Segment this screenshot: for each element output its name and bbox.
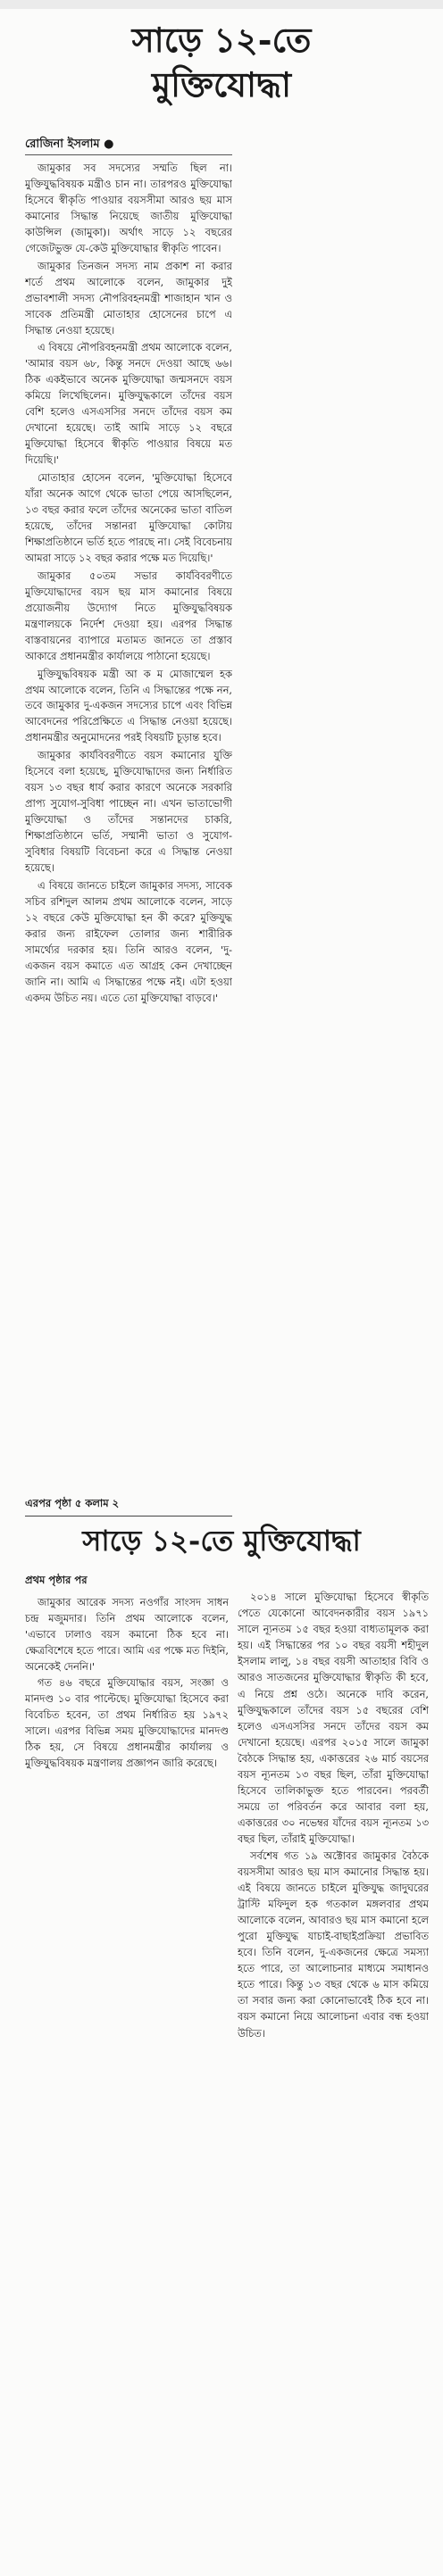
byline-divider bbox=[25, 154, 232, 155]
paragraph: জামুকার আরেক সদস্য নওগাঁর সাংসদ সাধন চন্দ্র মজুমদার। তিনি প্রথম আলোকে বলেন, 'এভাবে ঢালাও বয়স কমানো ঠিক হবে না। ক্ষেত্রবিশেষে হতে পারে। আমি এর পক্ষে মত দিইনি, অনেকেই দেননি।' bbox=[25, 1596, 229, 1673]
headline-line-1: সাড়ে ১২-তে bbox=[131, 20, 312, 60]
front-page-column bbox=[25, 161, 232, 1491]
paragraph: এ বিষয়ে নৌপরিবহনমন্ত্রী প্রথম আলোকে বলেন, 'আমার বয়স ৬৮, কিন্তু সনদে দেওয়া আছে ৬৬। ঠিক একইভাবে অনেক মুক্তিযোদ্ধা জন্মসনদে বয়স কমিয়ে লিখেছিলেন। মুক্তিযুদ্ধকালে তাঁদের বয়স বেশি হলেও এসএসসির সনদে তাঁদের বয়স কম দেখানো হয়েছে। তাই আমি সাড়ে ১২ বছরে মুক্তিযোদ্ধা হিসেবে স্বীকৃতি পাওয়ার বিষয়ে মত দিয়েছি।' bbox=[25, 341, 232, 467]
scan-edge bbox=[0, 0, 443, 9]
main-headline bbox=[0, 9, 443, 107]
paragraph: মুক্তিযুদ্ধবিষয়ক মন্ত্রী আ ক ম মোজাম্মেল হক প্রথম আলোকে বলেন, তিনি এ সিদ্ধান্তের পক্ষে নন, তবে জামুকার দু-একজন সদস্যের চাপে এবং বিভিন্ন আবেদনের পরিপ্রেক্ষিতে এ সিদ্ধান্ত নেওয়া হয়েছে। প্রধানমন্ত্রীর অনুমোদনের পরই বিষয়টি চূড়ান্ত হবে। bbox=[25, 667, 232, 744]
paragraph: এ বিষয়ে জানতে চাইলে জামুকার সদস্য, সাবেক সচিব রশিদুল আলম প্রথম আলোকে বলেন, সাড়ে ১২ বছরে কেউ মুক্তিযোদ্ধা হন কী করে? মুক্তিযুদ্ধ করার জন্য রাইফেল তোলার জন্য শারীরিক সামর্থ্যের দরকার হয়। তিনি আরও বলেন, 'দু-একজন বয়স কমাতে এত আগ্রহ কেন দেখাচ্ছেন জানি না। আমি এ সিদ্ধান্তের পক্ষে নই। এটা হওয়া একদম উচিত নয়। এতে তো মুক্তিযোদ্ধা বাড়বে।' bbox=[25, 878, 232, 1004]
jump-headline: সাড়ে ১২-তে মুক্তিযোদ্ধা bbox=[82, 1524, 361, 1558]
section-divider bbox=[25, 1516, 232, 1517]
paragraph: জামুকার তিনজন সদস্য নাম প্রকাশ না করার শর্তে প্রথম আলোকে বলেন, জামুকার দুই প্রভাবশালী সদস্য নৌপরিবহনমন্ত্রী শাজাহান খান ও সাবেক প্রতিমন্ত্রী মোতাহার হোসেনের চাপে এ সিদ্ধান্ত নেওয়া হয়েছে। bbox=[25, 259, 232, 337]
continued-on-note: এরপর পৃষ্ঠা ৫ কলাম ২ bbox=[25, 1497, 120, 1509]
paragraph: গত ৪৬ বছরে মুক্তিযোদ্ধার বয়স, সংজ্ঞা ও মানদণ্ড ১০ বার পাল্টেছে। মুক্তিযোদ্ধা হিসেবে করা বিবেচিত হবেন, তা প্রথম নির্ধারিত হয় ১৯৭২ সালে। এরপর বিভিন্ন সময় মুক্তিযোদ্ধাদের মানদণ্ড ঠিক হয়, সে বিষয়ে প্রধানমন্ত্রীর কার্যালয় ও মুক্তিযুদ্ধবিষয়ক মন্ত্রণালয় প্রজ্ঞাপন জারি করেছে। bbox=[25, 1676, 229, 1769]
paragraph: জামুকার ৫০তম সভার কার্যবিবরণীতে মুক্তিযোদ্ধাদের বয়স ছয় মাস কমানোর বিষয়ে প্রয়োজনীয় উদ্যোগ নিতে মুক্তিযুদ্ধবিষয়ক মন্ত্রণালয়কে নির্দেশ দেওয়া হয়। এরপর সিদ্ধান্ত বাস্তবায়নের ব্যাপারে মতামত জানতে তা প্রস্তাব আকারে প্রধানমন্ত্রীর কার্যালয়ে পাঠানো হয়েছে। bbox=[25, 569, 232, 662]
jump-column-left bbox=[25, 1594, 229, 1858]
paragraph: জামুকার সব সদস্যের সম্মতি ছিল না। মুক্তিযুদ্ধবিষয়ক মন্ত্রীও চান না। তারপরও মুক্তিযোদ্ধা হিসেবে স্বীকৃতি পাওয়ার বয়সসীমা আরও ছয় মাস কমানোর সিদ্ধান্ত নিয়েছে জাতীয় মুক্তিযোদ্ধা কাউন্সিল (জামুকা)। অর্থাৎ সাড়ে ১২ বছরের গেজেটভুক্ত যে-কেউ মুক্তিযোদ্ধার স্বীকৃতি পাবেন। bbox=[25, 162, 232, 254]
paragraph: ২০১৪ সালে মুক্তিযোদ্ধা হিসেবে স্বীকৃতি পেতে যেকোনো আবেদনকারীর বয়স ১৯৭১ সালে ন্যূনতম ১৫ বছর হওয়া বাধ্যতামূলক করা হয়। এই সিদ্ধান্তের পর ১০ বছর বয়সী শহীদুল ইসলাম লালু, ১৪ বছর বয়সী আতাহার বিবি ও আরও সাতজনের মুক্তিযোদ্ধার স্বীকৃতি কী হবে, এ নিয়ে প্রশ্ন ওঠে। অনেকে দাবি করেন, মুক্তিযুদ্ধকালে তাঁদের বয়স ১৫ বছরের বেশি হলেও এসএসসির সনদে তাঁদের বয়স কম দেখানো হয়েছে। এরপর ২০১৫ সালে জামুকা বৈঠকে সিদ্ধান্ত হয়, একাত্তরের ২৬ মার্চ বয়সের বয়স ন্যূনতম ১৩ বছর ছিল, তাঁরা মুক্তিযোদ্ধা হিসেবে তালিকাভুক্ত হতে পারবেন। পরবর্তী সময়ে তা পরিবর্তন করে আবার বলা হয়, একাত্তরের ৩০ নভেম্বর যাঁদের বয়স ন্যূনতম ১৩ বছর ছিল, তাঁরাই মুক্তিযোদ্ধা। bbox=[238, 1591, 429, 1846]
paragraph: মোতাহার হোসেন বলেন, 'মুক্তিযোদ্ধা হিসেবে যাঁরা অনেক আগে থেকে ভাতা পেয়ে আসছিলেন, ১৩ বছর করার ফলে তাঁদের অনেকের ভাতা বাতিল হয়েছে, তাঁদের সন্তানরা মুক্তিযোদ্ধা কোটায় শিক্ষাপ্রতিষ্ঠানে ভর্তি হতে পারছে না। সেই বিবেচনায় আমরা সাড়ে ১২ বছর করার পক্ষে মত দিয়েছি।' bbox=[25, 471, 232, 564]
byline: রোজিনা ইসলাম ● bbox=[25, 137, 114, 151]
paragraph: সর্বশেষ গত ১৯ অক্টোবর জামুকার বৈঠকে বয়সসীমা আরও ছয় মাস কমানোর সিদ্ধান্ত হয়। এই বিষয়ে জানতে চাইলে মুক্তিযুদ্ধ জাদুঘরের ট্রাস্টি মফিদুল হক গতকাল মঙ্গলবার প্রথম আলোকে বলেন, আবারও ছয় মাস কমানো হলে পুরো মুক্তিযুদ্ধ যাচাই-বাছাইপ্রক্রিয়া প্রভাবিত হবে। তিনি বলেন, দু-একজনের ক্ষেত্রে সমস্যা হতে পারে, তা আলোচনার মাধ্যমে সমাধানও হতে পারে। কিন্তু ১৩ বছর থেকে ৬ মাস কমিয়ে তা সবার জন্য করা কোনোভাবেই ঠিক হবে না। বয়স কমানো নিয়ে আলোচনা এবার বন্ধ হওয়া উচিত। bbox=[238, 1849, 429, 2040]
paragraph: জামুকার কার্যবিবরণীতে বয়স কমানোর যুক্তি হিসেবে বলা হয়েছে, মুক্তিযোদ্ধাদের জন্য নির্ধারিত বয়স ১৩ বছর ধার্য করার কারণে অনেকে সরকারি প্রাপ্য সুযোগ-সুবিধা পাচ্ছেন না। এখন ভাতাভোগী মুক্তিযোদ্ধা ও তাঁদের সন্তানদের চাকরি, শিক্ষাপ্রতিষ্ঠানে ভর্তি, সম্মানী ভাতা ও সুযোগ-সুবিধার বিষয়টি বিবেচনা করে এ সিদ্ধান্ত নেওয়া হয়েছে। bbox=[25, 749, 232, 874]
jump-column-right bbox=[238, 1589, 429, 2526]
continued-from-note: প্রথম পৃষ্ঠার পর bbox=[25, 1574, 88, 1586]
headline-line-2: মুক্তিযোদ্ধা bbox=[152, 64, 291, 104]
